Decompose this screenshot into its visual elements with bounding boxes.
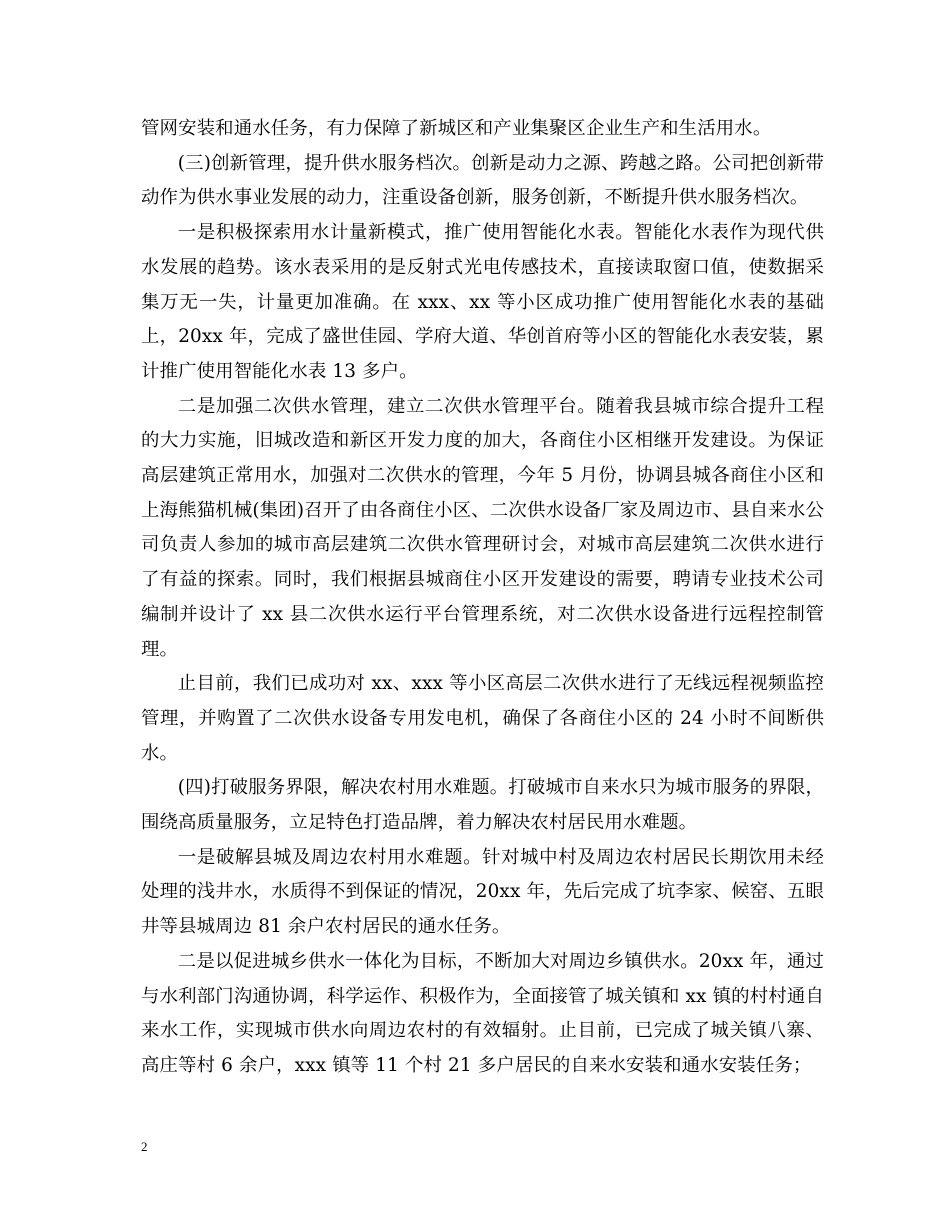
paragraph: 止目前，我们已成功对 xx、xxx 等小区高层二次供水进行了无线远程视频监控管理，并购置了二次供水设备专用发电机，确保了各商住小区的 24 小时不间断供水。	[141, 673, 824, 764]
paragraph: 二是加强二次供水管理，建立二次供水管理平台。随着我县城市综合提升工程的大力实施，旧城改造和新区开发力度的加大，各商住小区相继开发建设。为保证高层建筑正常用水，加强对二次供水的管理，今年 5 月份，协调县城各商住小区和上海熊猫机械(集团)召开了由各商住小区、二次供水设备厂家及周边市、县自来水公司负责人参加的城市高层建筑二次供水管理研讨会，对城市高层建筑二次供水进行了有益的探索。同时，我们根据县城商住小区开发建设的需要，聘请专业技术公司编制并设计了 xx 县二次供水运行平台管理系统，对二次供水设备进行远程控制管理。	[141, 395, 824, 660]
page-body	[141, 112, 824, 1084]
paragraph: (三)创新管理，提升供水服务档次。创新是动力之源、跨越之路。公司把创新带动作为供水事业发展的动力，注重设备创新，服务创新，不断提升供水服务档次。	[141, 152, 824, 209]
paragraph: 二是以促进城乡供水一体化为目标，不断加大对周边乡镇供水。20xx 年，通过与水利部门沟通协调，科学运作、积极作为，全面接管了城关镇和 xx 镇的村村通自来水工作，实现城市供水向周边农村的有效辐射。止目前，已完成了城关镇八寨、高庄等村 6 余户，xxx 镇等 11 个村 21 多户居民的自来水安装和通水安装任务；	[141, 950, 824, 1076]
paragraph: 管网安装和通水任务，有力保障了新城区和产业集聚区企业生产和生活用水。	[141, 118, 772, 139]
paragraph: (四)打破服务界限，解决农村用水难题。打破城市自来水只为城市服务的界限，围绕高质量服务，立足特色打造品牌，着力解决农村居民用水难题。	[141, 777, 824, 834]
paragraph: 一是积极探索用水计量新模式，推广使用智能化水表。智能化水表作为现代供水发展的趋势。该水表采用的是反射式光电传感技术，直接读取窗口值，使数据采集万无一失，计量更加准确。在 xxx、xx 等小区成功推广使用智能化水表的基础上，20xx 年，完成了盛世佳园、学府大道、华创首府等小区的智能化水表安装，累计推广使用智能化水表 13 多户。	[141, 222, 824, 382]
page-number: 2	[141, 1139, 148, 1154]
paragraph: 一是破解县城及周边农村用水难题。针对城中村及周边农村居民长期饮用未经处理的浅井水，水质得不到保证的情况，20xx 年，先后完成了坑李家、候窑、五眼井等县城周边 81 余户农村居民的通水任务。	[141, 846, 824, 938]
